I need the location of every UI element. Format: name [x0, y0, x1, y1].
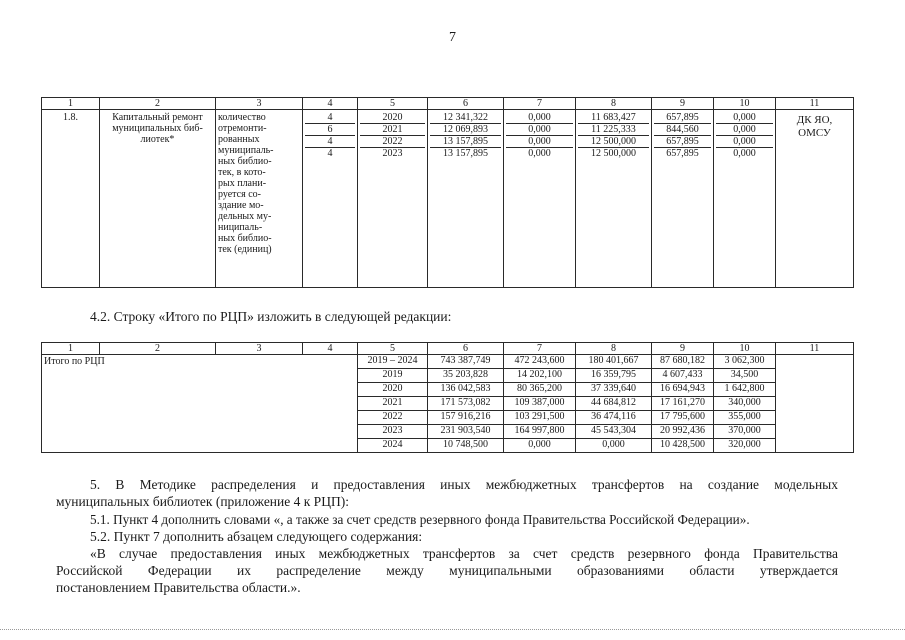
- quote-line-2: Российской Федерации их распределение между муниципальными образованиями области утверждается: [56, 563, 838, 578]
- regional-cell: 180 401,667: [576, 355, 652, 369]
- other-values: 0,000 0,000 0,000 0,000: [714, 110, 776, 288]
- local-cell: 20 992,436: [652, 425, 714, 439]
- column-header: 5: [358, 343, 428, 355]
- local-cell: 87 680,182: [652, 355, 714, 369]
- totals-table: [41, 342, 854, 453]
- column-header: 6: [428, 343, 504, 355]
- federal-cell: 164 997,800: [504, 425, 576, 439]
- federal-cell: 14 202,100: [504, 369, 576, 383]
- page-edge-divider: [0, 629, 905, 630]
- total-cell: 35 203,828: [428, 369, 504, 383]
- column-header: 1: [42, 98, 100, 110]
- local-cell: 4 607,433: [652, 369, 714, 383]
- regional-cell: 37 339,640: [576, 383, 652, 397]
- measure-name: Капитальный ремонт муниципальных биб- лиотек*: [100, 110, 216, 288]
- local-cell: 16 694,943: [652, 383, 714, 397]
- column-header: 7: [504, 98, 576, 110]
- regional-cell: 44 684,812: [576, 397, 652, 411]
- regional-values: 11 683,427 11 225,333 12 500,000 12 500,000: [576, 110, 652, 288]
- totals-label: Итого по РЦП: [42, 355, 358, 453]
- year-cell: 2024: [358, 439, 428, 453]
- local-cell: 17 795,600: [652, 411, 714, 425]
- year-cell: 2022: [358, 411, 428, 425]
- row-id: 1.8.: [42, 110, 100, 288]
- paragraph-4-2: 4.2. Строку «Итого по РЦП» изложить в следующей редакции:: [90, 309, 452, 324]
- page-number: 7: [449, 30, 456, 45]
- paragraph-5-1: 5.1. Пункт 4 дополнить словами «, а также за счет средств резервного фонда Правительства Российской Федерации».: [90, 512, 750, 527]
- local-cell: 10 428,500: [652, 439, 714, 453]
- other-cell: 1 642,800: [714, 383, 776, 397]
- year-cell: 2020: [358, 383, 428, 397]
- other-cell: 355,000: [714, 411, 776, 425]
- column-header: 1: [42, 343, 100, 355]
- column-header: 10: [714, 343, 776, 355]
- table-row: [42, 355, 854, 369]
- total-values: 12 341,322 12 069,893 13 157,895 13 157,895: [428, 110, 504, 288]
- local-cell: 17 161,270: [652, 397, 714, 411]
- regional-cell: 16 359,795: [576, 369, 652, 383]
- local-values: 657,895 844,560 657,895 657,895: [652, 110, 714, 288]
- column-header: 4: [303, 98, 358, 110]
- year-cell: 2019: [358, 369, 428, 383]
- federal-cell: 109 387,000: [504, 397, 576, 411]
- total-cell: 157 916,216: [428, 411, 504, 425]
- column-header: 8: [576, 343, 652, 355]
- total-cell: 231 903,540: [428, 425, 504, 439]
- table-header-row: [42, 343, 854, 355]
- total-cell: 171 573,082: [428, 397, 504, 411]
- executor-cell: [776, 355, 854, 453]
- column-header: 3: [216, 343, 303, 355]
- column-header: 9: [652, 98, 714, 110]
- column-header: 2: [100, 343, 216, 355]
- year-cell: 2019 – 2024: [358, 355, 428, 369]
- table-header-row: [42, 98, 854, 110]
- federal-cell: 472 243,600: [504, 355, 576, 369]
- regional-cell: 36 474,116: [576, 411, 652, 425]
- total-cell: 743 387,749: [428, 355, 504, 369]
- total-cell: 10 748,500: [428, 439, 504, 453]
- other-cell: 3 062,300: [714, 355, 776, 369]
- other-cell: 320,000: [714, 439, 776, 453]
- regional-cell: 45 543,304: [576, 425, 652, 439]
- paragraph-5-cont: муниципальных библиотек (приложение 4 к РЦП):: [56, 494, 349, 509]
- column-header: 11: [776, 98, 854, 110]
- paragraph-5: 5. В Методике распределения и предоставления иных межбюджетных трансфертов на создание модельных: [90, 477, 838, 492]
- federal-cell: 80 365,200: [504, 383, 576, 397]
- table-row-1-8: [41, 97, 854, 288]
- executor: ДК ЯО, ОМСУ: [776, 110, 854, 288]
- paragraph-5-2: 5.2. Пункт 7 дополнить абзацем следующего содержания:: [90, 529, 423, 544]
- year-cell: 2021: [358, 397, 428, 411]
- column-header: 2: [100, 98, 216, 110]
- year-cell: 2023: [358, 425, 428, 439]
- column-header: 11: [776, 343, 854, 355]
- other-cell: 370,000: [714, 425, 776, 439]
- column-header: 7: [504, 343, 576, 355]
- regional-cell: 0,000: [576, 439, 652, 453]
- column-header: 5: [358, 98, 428, 110]
- other-cell: 340,000: [714, 397, 776, 411]
- other-cell: 34,500: [714, 369, 776, 383]
- year-values: 2020 2021 2022 2023: [358, 110, 428, 288]
- indicator-values: 4 6 4 4: [303, 110, 358, 288]
- federal-cell: 103 291,500: [504, 411, 576, 425]
- federal-cell: 0,000: [504, 439, 576, 453]
- indicator-description: количество отремонти- рованных муниципаль- ных библио- тек, в кото- рых плани- руется со- здание мо- дельных му- ниципаль- ных библио- тек (единиц): [216, 110, 303, 288]
- column-header: 4: [303, 343, 358, 355]
- column-header: 9: [652, 343, 714, 355]
- quote-line-1: «В случае предоставления иных межбюджетных трансфертов за счет средств резервного фонда Правительства: [90, 546, 838, 561]
- quote-line-3: постановлением Правительства области.».: [56, 580, 301, 595]
- table-row: [42, 110, 854, 288]
- total-cell: 136 042,583: [428, 383, 504, 397]
- column-header: 6: [428, 98, 504, 110]
- column-header: 10: [714, 98, 776, 110]
- column-header: 8: [576, 98, 652, 110]
- column-header: 3: [216, 98, 303, 110]
- federal-values: 0,000 0,000 0,000 0,000: [504, 110, 576, 288]
